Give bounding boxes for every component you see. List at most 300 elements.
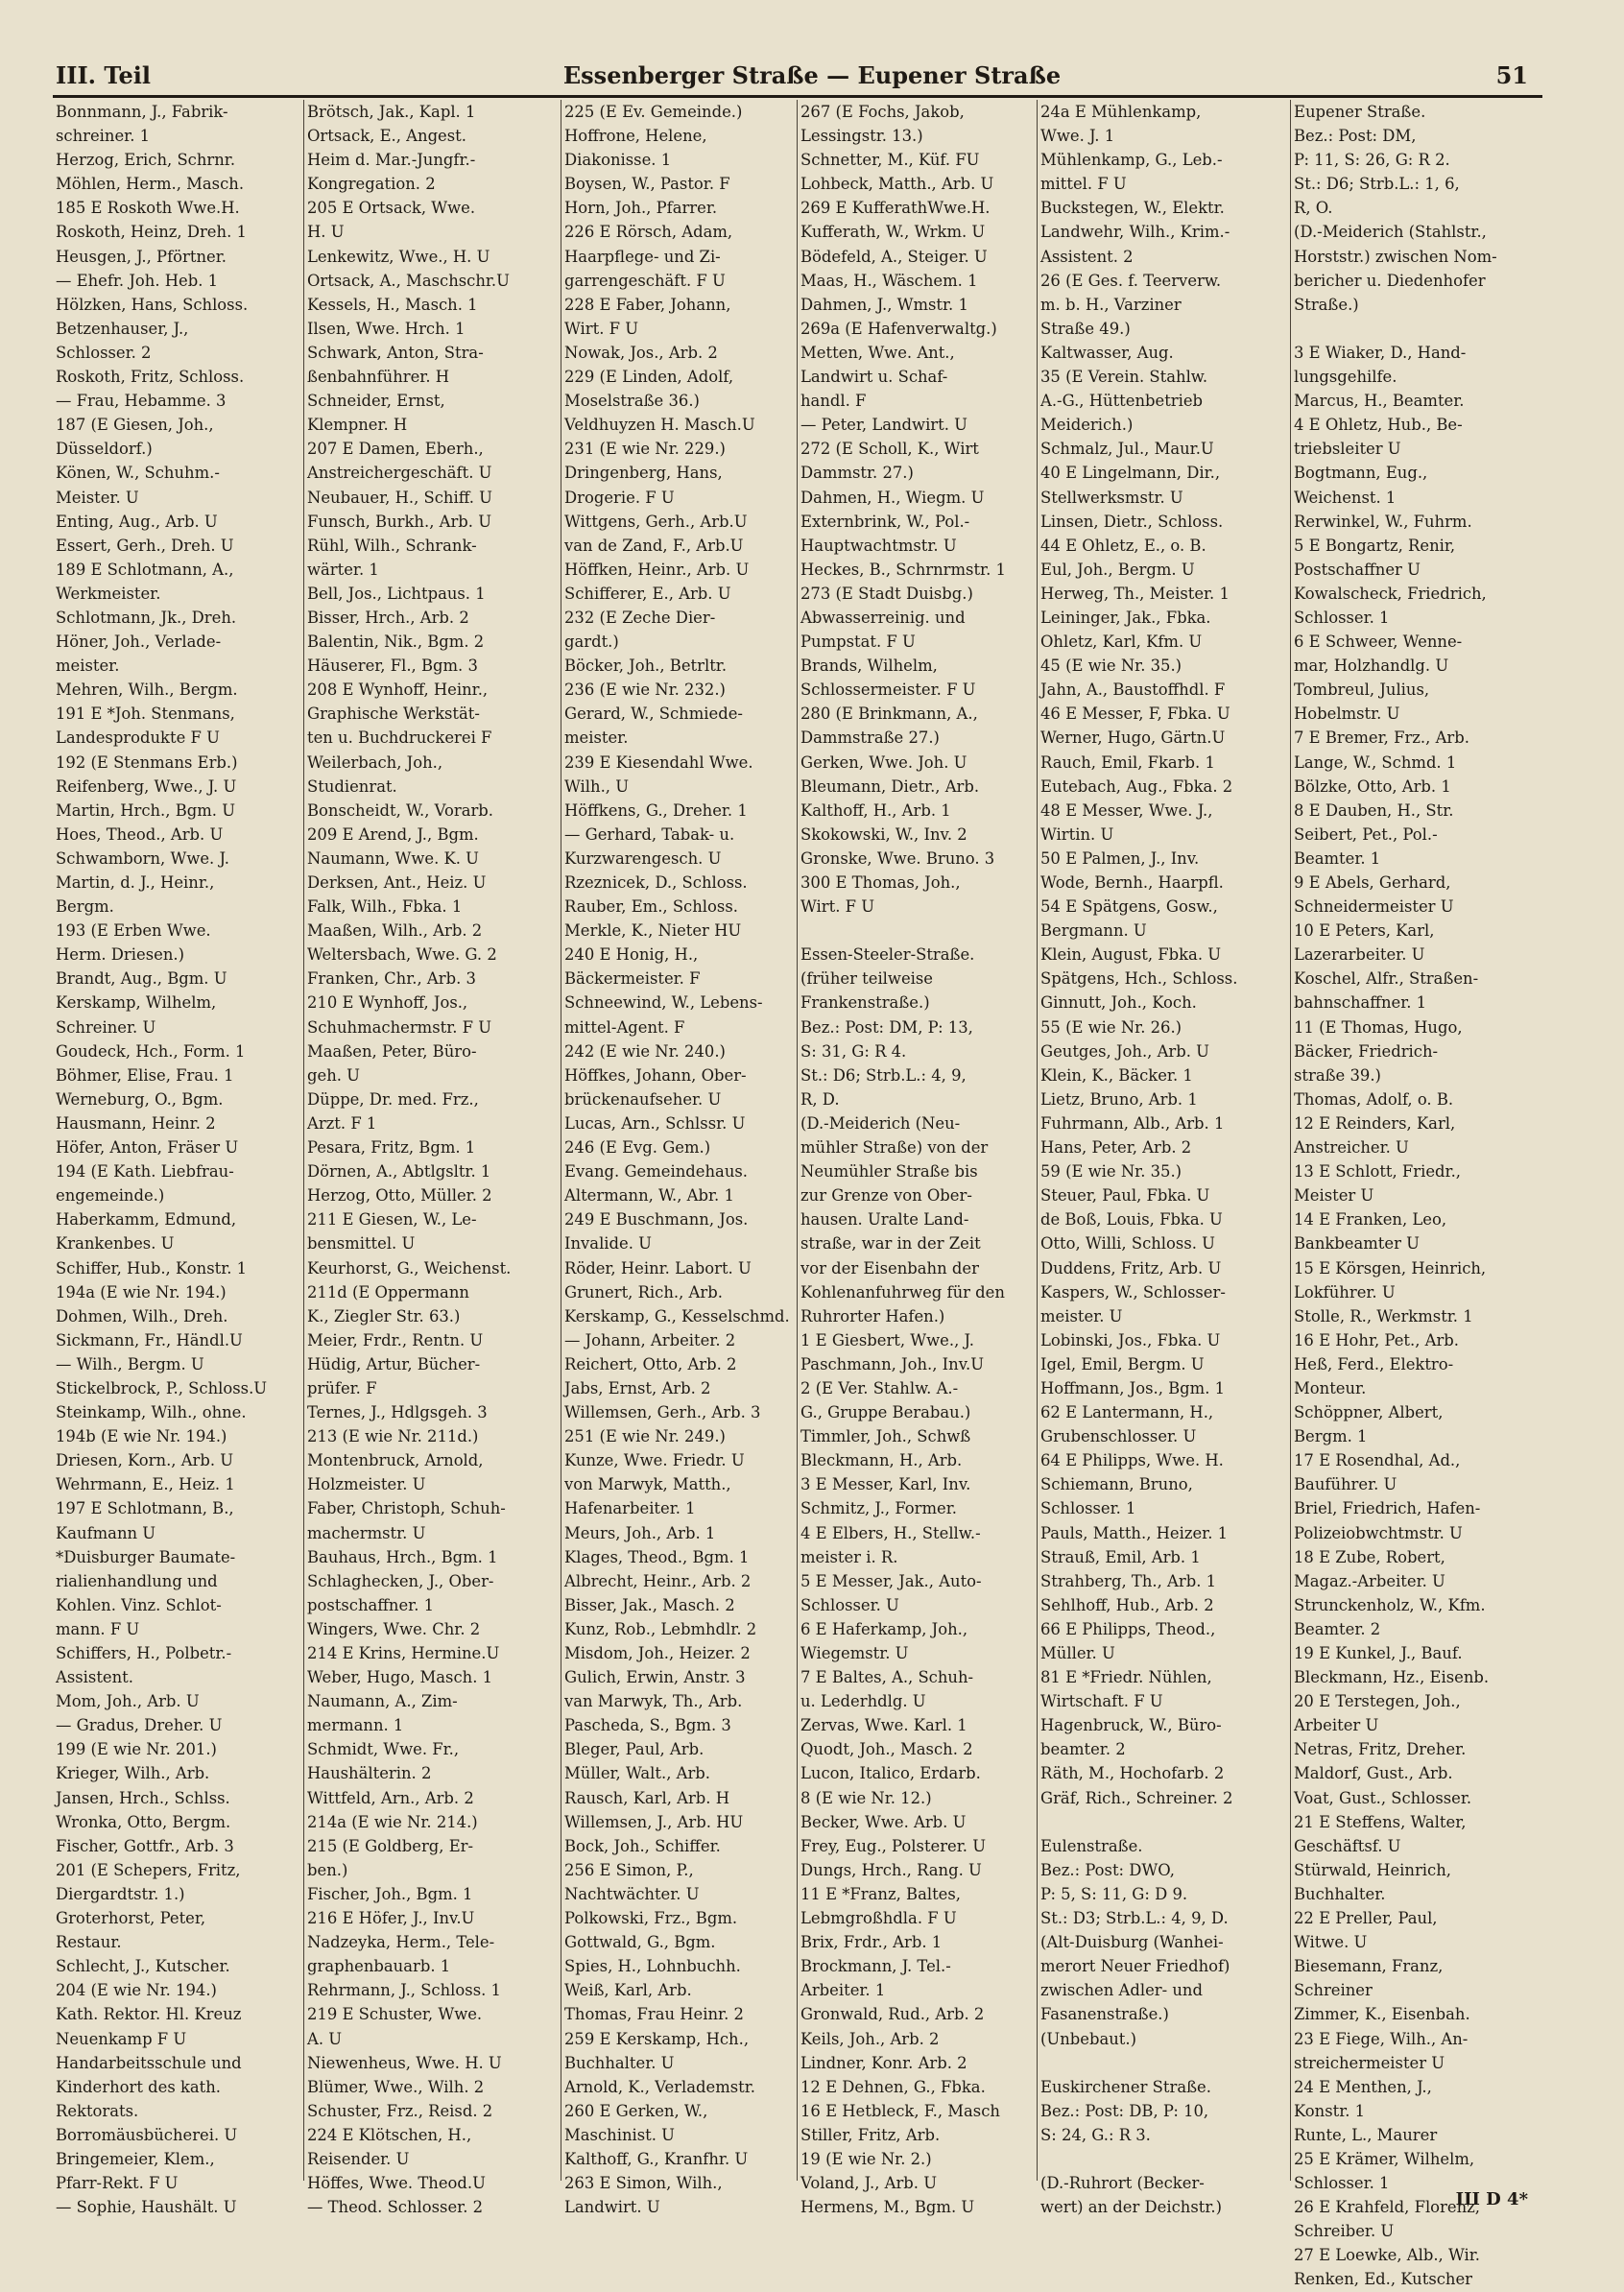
entry-line: Schwamborn, Wwe. J. [56,848,229,868]
entry-line: Landesprodukte F U [56,728,220,748]
entry-line: Kufferath, W., Wrkm. U [800,223,986,242]
entry-line: Merkle, K., Nieter HU [564,921,742,941]
entry-line: Hermens, M., Bgm. U [800,2198,975,2217]
entry-line: Wode, Bernh., Haarpfl. [1040,873,1224,892]
entry-line: Gottwald, G., Bgm. [564,1933,716,1952]
entry-line: 263 E Simon, Wilh., [564,2174,723,2193]
entry-line: 208 E Wynhoff, Heinr., [307,680,489,700]
entry-line: St.: D6; Strb.L.: 1, 6, [1294,175,1460,194]
entry-line: Biesemann, Franz, [1294,1957,1444,1976]
entry-line: Werneburg, O., Bgm. [56,1089,224,1109]
entry-line: 224 E Klötschen, H., [307,2125,472,2144]
entry-line: Geschäftsf. U [1294,1836,1401,1855]
entry-line: graphenbauarb. 1 [307,1957,451,1976]
entry-line: 226 E Rörsch, Adam, [564,223,733,242]
entry-line: Schiemann, Bruno, [1040,1475,1193,1494]
entry-line: Arbeiter U [1294,1716,1379,1735]
entry-line: Werkmeister. [56,584,161,603]
entry-line: Magaz.-Arbeiter. U [1294,1571,1445,1590]
entry-line: 214a (E wie Nr. 214.) [307,1812,478,1831]
entry-line: 66 E Philipps, Theod., [1040,1619,1216,1638]
entry-line: Gerken, Wwe. Joh. U [800,752,967,772]
entry-line: ben.) [307,1860,348,1879]
entry-line: Herzog, Erich, Schrnr. [56,151,236,170]
entry-line: Müller, Walt., Arb. [564,1764,711,1783]
entry-line: Niewenheus, Wwe. H. U [307,2053,502,2072]
entry-line: meister. U [1040,1306,1123,1325]
entry-line: Montenbruck, Arnold, [307,1451,484,1470]
entry-line: Jabs, Ernst, Arb. 2 [564,1378,711,1397]
entry-line: bericher u. Diedenhofer [1294,271,1486,290]
entry-line: meister. [56,657,120,676]
entry-line: wärter. 1 [307,560,379,579]
entry-line: 273 (E Stadt Duisbg.) [800,584,973,603]
entry-line: Rektorats. [56,2101,139,2120]
entry-line: Brandt, Aug., Bgm. U [56,969,227,989]
entry-line: Polizeiobwchtmstr. U [1294,1523,1463,1542]
entry-line: Balentin, Nik., Bgm. 2 [307,633,485,652]
entry-line: Neuenkamp F U [56,2029,187,2048]
entry-line: 205 E Ortsack, Wwe. [307,199,476,218]
entry-line: Hoffmann, Jos., Bgm. 1 [1040,1378,1226,1397]
entry-line: Kunz, Rob., Lebmhdlr. 2 [564,1619,757,1638]
entry-line: Abwasserreinig. und [800,608,966,627]
entry-line: Lietz, Bruno, Arb. 1 [1040,1089,1198,1109]
entry-line: triebsleiter U [1294,440,1401,459]
entry-line: 249 E Buschmann, Jos. [564,1210,749,1230]
entry-line: Wilh., U [564,776,630,796]
entry-line: Bleckmann, H., Arb. [800,1451,963,1470]
entry-line: Kessels, H., Masch. 1 [307,295,478,314]
column-1 [56,100,301,2217]
entry-line: Bleckmann, Hz., Eisenb. [1294,1668,1490,1687]
entry-line: 26 (E Ges. f. Teerverw. [1040,271,1222,290]
entry-line [1040,2147,1288,2171]
entry-line: mar, Holzhandlg. U [1294,657,1449,676]
entry-line: Moselstraße 36.) [564,392,700,411]
entry-line: Weber, Hugo, Masch. 1 [307,1668,493,1687]
entry-line: Weiß, Karl, Arb. [564,1981,692,2000]
entry-line: 9 E Abels, Gerhard, [1294,873,1451,892]
entry-line: Wiegemstr. U [800,1644,909,1662]
entry-line: Geutges, Joh., Arb. U [1040,1041,1209,1061]
entry-line: Meiderich.) [1040,416,1134,435]
entry-line: Duddens, Fritz, Arb. U [1040,1258,1222,1277]
entry-line: Lohbeck, Matth., Arb. U [800,175,994,194]
entry-line: Bäcker, Friedrich- [1294,1041,1439,1061]
entry-line: Kaspers, W., Schlosser- [1040,1282,1226,1301]
entry-line: 194b (E wie Nr. 194.) [56,1427,227,1446]
entry-line: Hagenbruck, W., Büro- [1040,1716,1222,1735]
entry-line: brückenaufseher. U [564,1089,722,1109]
entry-line: Düppe, Dr. med. Frz., [307,1089,479,1109]
entry-line: Böcker, Joh., Betrltr. [564,657,728,676]
entry-line: Marcus, H., Beamter. [1294,392,1465,411]
entry-line: m. b. H., Varziner [1040,295,1182,314]
entry-line: 260 E Gerken, W., [564,2101,708,2120]
entry-line: P: 5, S: 11, G: D 9. [1040,1884,1188,1903]
entry-line: Buckstegen, W., Elektr. [1040,199,1225,218]
entry-line: Tombreul, Julius, [1294,680,1430,700]
entry-line: A.-G., Hüttenbetrieb [1040,392,1204,411]
entry-line: Haushälterin. 2 [307,1764,432,1783]
entry-line: wert) an der Deichstr.) [1040,2198,1222,2217]
entry-line: Pauls, Matth., Heizer. 1 [1040,1523,1229,1542]
entry-line: Konstr. 1 [1294,2101,1366,2120]
entry-line: van de Zand, F., Arb.U [564,536,744,555]
entry-line: Betzenhauser, J., [56,319,189,338]
entry-line: Landwehr, Wilh., Krim.- [1040,223,1230,242]
entry-line: 11 E *Franz, Baltes, [800,1884,961,1903]
entry-line: Schreiner. U [56,1017,156,1037]
entry-line: Bisser, Hrch., Arb. 2 [307,608,469,627]
entry-line: — Sophie, Haushält. U [56,2198,237,2217]
entry-line: Mühlenkamp, G., Leb.- [1040,151,1223,170]
entry-line: Schreiber. U [1294,2222,1395,2241]
entry-line: Kalthoff, G., Kranfhr. U [564,2149,749,2168]
part-label: III. Teil [56,61,151,89]
entry-line: Schwark, Anton, Stra- [307,343,484,362]
entry-line: Kaufmann U [56,1523,156,1542]
entry-line: Haberkamm, Edmund, [56,1210,237,1230]
entry-line: gardt.) [564,633,619,652]
entry-line: Haarpflege- und Zi- [564,247,721,266]
entry-line: Rzeznicek, D., Schloss. [564,873,748,892]
entry-line: (Alt-Duisburg (Wanhei- [1040,1933,1224,1952]
entry-line: Timmler, Joh., Schwß [800,1427,971,1446]
entry-line: 197 E Schlotmann, B., [56,1499,234,1518]
entry-line: Paschmann, Joh., Inv.U [800,1354,985,1373]
entry-line: Bergmann. U [1040,921,1147,941]
entry-line: engemeinde.) [56,1186,165,1206]
entry-line: Landwirt. U [564,2198,660,2217]
entry-line: R, O. [1294,199,1333,218]
entry-line: hausen. Uralte Land- [800,1210,969,1230]
entry-line: Arzt. F 1 [307,1113,377,1133]
entry-line: Bauhaus, Hrch., Bgm. 1 [307,1547,498,1566]
entry-line: 18 E Zube, Robert, [1294,1547,1445,1566]
entry-line: Hobelmstr. U [1294,704,1400,724]
entry-line: Graphische Werkstät- [307,704,480,724]
entry-line [1040,1810,1288,1834]
entry-line: 214 E Krins, Hermine.U [307,1644,500,1662]
entry-line: Dammstr. 27.) [800,464,914,483]
entry-line: von Marwyk, Matth., [564,1475,731,1494]
entry-line: Ternes, J., Hdlgsgeh. 3 [307,1403,488,1422]
entry-line: Meister U [1294,1186,1374,1206]
entry-line: 231 (E wie Nr. 229.) [564,440,726,459]
entry-line: Franken, Chr., Arb. 3 [307,969,476,989]
entry-line: Krieger, Wilh., Arb. [56,1764,210,1783]
entry-line: Hölzken, Hans, Schloss. [56,295,249,314]
entry-line: zwischen Adler- und [1040,1981,1203,2000]
entry-line: 280 (E Brinkmann, A., [800,704,978,724]
entry-line: Schlosser. U [800,1595,899,1614]
entry-line: Wirt. F U [800,897,875,917]
entry-line: Brands, Wilhelm, [800,657,938,676]
entry-line: 5 E Bongartz, Renir, [1294,536,1456,555]
entry-line: Renken, Ed., Kutscher [1294,2270,1473,2289]
entry-line: Häuserer, Fl., Bgm. 3 [307,657,478,676]
entry-line: Bisser, Jak., Masch. 2 [564,1595,735,1614]
entry-line: 13 E Schlott, Friedr., [1294,1162,1462,1182]
entry-line: Ilsen, Wwe. Hrch. 1 [307,319,466,338]
entry-line: Wingers, Wwe. Chr. 2 [307,1619,481,1638]
entry-line: 4 E Ohletz, Hub., Be- [1294,416,1463,435]
entry-line: 193 (E Erben Wwe. [56,921,211,941]
entry-line: Düsseldorf.) [56,440,153,459]
entry-line: Ortsack, A., Maschschr.U [307,271,510,290]
entry-line: Dringenberg, Hans, [564,464,723,483]
entry-line: Grubenschlosser. U [1040,1427,1197,1446]
entry-line: St.: D3; Strb.L.: 4, 9, D. [1040,1909,1229,1928]
entry-line: 246 (E Evg. Gem.) [564,1138,711,1158]
entry-line: Bäckermeister. F [564,969,701,989]
entry-line: Anstreicher. U [1294,1138,1409,1158]
entry-line: 267 (E Fochs, Jakob, [800,103,965,121]
entry-line: Bergm. [56,897,114,917]
entry-line: Albrecht, Heinr., Arb. 2 [564,1571,752,1590]
entry-line: *Duisburger Baumate- [56,1547,236,1566]
entry-line: A. U [307,2029,343,2048]
entry-line: 62 E Lantermann, H., [1040,1403,1214,1422]
entry-line: 256 E Simon, P., [564,1860,694,1879]
entry-line: Hausmann, Heinr. 2 [56,1113,216,1133]
page-number: 51 [1495,61,1528,89]
entry-line: Schreiner [1294,1981,1373,2000]
entry-line: Ortsack, E., Angest. [307,127,466,146]
entry-line: 11 (E Thomas, Hugo, [1294,1017,1463,1037]
entry-line: Bauführer. U [1294,1475,1397,1494]
entry-line: 239 E Kiesendahl Wwe. [564,752,753,772]
entry-line: Neubauer, H., Schiff. U [307,488,492,507]
entry-line: Stickelbrock, P., Schloss.U [56,1378,268,1397]
entry-line [800,919,1035,943]
entry-line: 12 E Dehnen, G., Fbka. [800,2077,986,2096]
entry-line: Nachtwächter. U [564,1884,700,1903]
entry-line: ßenbahnführer. H [307,368,450,387]
entry-line: straße 39.) [1294,1065,1381,1085]
entry-line: 20 E Terstegen, Joh., [1294,1692,1461,1711]
entry-line: Studienrat. [307,776,397,796]
entry-line: (D.-Meiderich (Neu- [800,1113,961,1133]
entry-line: Frey, Eug., Polsterer. U [800,1836,987,1855]
entry-line: Maldorf, Gust., Arb. [1294,1764,1453,1783]
entry-line: Boysen, W., Pastor. F [564,175,730,194]
entry-line: 12 E Reinders, Karl, [1294,1113,1456,1133]
entry-line: Linsen, Dietr., Schloss. [1040,512,1224,531]
entry-line: Rühl, Wilh., Schrank- [307,536,477,555]
entry-line: 45 (E wie Nr. 35.) [1040,657,1182,676]
entry-line: Höner, Joh., Verlade- [56,633,222,652]
entry-line: 185 E Roskoth Wwe.H. [56,199,240,218]
entry-line: 236 (E wie Nr. 232.) [564,680,726,700]
entry-line: Frankenstraße.) [800,993,930,1013]
entry-line: 194a (E wie Nr. 194.) [56,1282,227,1301]
entry-line: 219 E Schuster, Wwe. [307,2005,483,2024]
entry-line: Jansen, Hrch., Schlss. [56,1788,230,1807]
entry-line: — Peter, Landwirt. U [800,416,967,435]
entry-line: Bankbeamter U [1294,1234,1420,1253]
entry-line: mann. F U [56,1619,140,1638]
entry-line: Essen-Steeler-Straße. [800,945,975,965]
entry-line: Bödefeld, A., Steiger. U [800,247,988,266]
entry-line: (D.-Ruhrort (Becker- [1040,2174,1205,2193]
entry-line: 187 (E Giesen, Joh., [56,416,214,435]
entry-line: 59 (E wie Nr. 35.) [1040,1162,1182,1182]
entry-line: 204 (E wie Nr. 194.) [56,1981,217,2000]
entry-line: 19 (E wie Nr. 2.) [800,2149,932,2168]
entry-line: Thomas, Frau Heinr. 2 [564,2005,744,2024]
entry-line: Driesen, Korn., Arb. U [56,1451,234,1470]
entry-line: Wittfeld, Arn., Arb. 2 [307,1788,474,1807]
entry-line: Pumpstat. F U [800,633,916,652]
entry-line: Wittgens, Gerh., Arb.U [564,512,748,531]
entry-line: Keils, Joh., Arb. 2 [800,2029,940,2048]
entry-line: handl. F [800,392,867,411]
entry-line: Netras, Fritz, Dreher. [1294,1740,1467,1759]
column-2 [307,100,559,2217]
entry-line: Höfer, Anton, Fräser U [56,1138,239,1158]
entry-line: 259 E Kerskamp, Hch., [564,2029,750,2048]
column-divider [303,100,304,2181]
entry-line: mittel-Agent. F [564,1017,685,1037]
entry-line: Maaßen, Peter, Büro- [307,1041,477,1061]
entry-line: Strunckenholz, W., Kfm. [1294,1595,1486,1614]
entry-line: Essert, Gerh., Dreh. U [56,536,234,555]
entry-line: Schmalz, Jul., Maur.U [1040,440,1214,459]
entry-line: Horststr.) zwischen Nom- [1294,247,1497,266]
entry-line: Voland, J., Arb. U [800,2174,938,2193]
entry-line: 7 E Baltes, A., Schuh- [800,1668,974,1687]
entry-line: Zervas, Wwe. Karl. 1 [800,1716,967,1735]
entry-line: Schneider, Ernst, [307,392,445,411]
entry-line: Gronske, Wwe. Bruno. 3 [800,848,995,868]
entry-line: Polkowski, Frz., Bgm. [564,1909,738,1928]
entry-line: St.: D6; Strb.L.: 4, 9, [800,1065,967,1085]
entry-line: Schmidt, Wwe. Fr., [307,1740,460,1759]
entry-line: lungsgehilfe. [1294,368,1397,387]
entry-line: 201 (E Schepers, Fritz, [56,1860,241,1879]
entry-line: Hafenarbeiter. 1 [564,1499,696,1518]
entry-line: Reisender. U [307,2149,410,2168]
entry-line: Groterhorst, Peter, [56,1909,206,1928]
entry-line: 44 E Ohletz, E., o. B. [1040,536,1206,555]
entry-line: Assistent. [56,1668,133,1687]
entry-line: Wirtin. U [1040,824,1114,844]
column-divider [1037,100,1038,2181]
entry-line: Bleger, Paul, Arb. [564,1740,705,1759]
entry-line: 15 E Körsgen, Heinrich, [1294,1258,1487,1277]
entry-line: Kohlen. Vinz. Schlot- [56,1595,222,1614]
entry-line: Straße.) [1294,295,1359,314]
entry-line: 64 E Philipps, Wwe. H. [1040,1451,1224,1470]
entry-line: Blümer, Wwe., Wilh. 2 [307,2077,485,2096]
entry-line: Skokowski, W., Inv. 2 [800,824,967,844]
entry-line: van Marwyk, Th., Arb. [564,1692,743,1711]
entry-line: Wehrmann, E., Heiz. 1 [56,1475,235,1494]
entry-line: 191 E *Joh. Stenmans, [56,704,235,724]
entry-line: Heim d. Mar.-Jungfr.- [307,151,476,170]
entry-line: Gronwald, Rud., Arb. 2 [800,2005,985,2024]
entry-line: 40 E Lingelmann, Dir., [1040,464,1221,483]
entry-line: Dammstraße 27.) [800,728,940,748]
entry-line: Herm. Driesen.) [56,945,184,965]
entry-line: Röder, Heinr. Labort. U [564,1258,752,1277]
entry-line: Koschel, Alfr., Straßen- [1294,969,1479,989]
entry-list [1040,100,1288,2219]
entry-line: Strahberg, Th., Arb. 1 [1040,1571,1217,1590]
entry-line: Bez.: Post: DB, P: 10, [1040,2101,1209,2120]
entry-line: Bock, Joh., Schiffer. [564,1836,721,1855]
entry-line: 81 E *Friedr. Nühlen, [1040,1668,1212,1687]
entry-line: 207 E Damen, Eberh., [307,440,484,459]
entry-line: Borromäusbücherei. U [56,2125,238,2144]
entry-line: Falk, Wilh., Fbka. 1 [307,897,463,917]
entry-line: Restaur. [56,1933,122,1952]
entry-line: Pascheda, S., Bgm. 3 [564,1716,731,1735]
column-5 [1040,100,1288,2217]
entry-line: postschaffner. 1 [307,1595,435,1614]
entry-line: Misdom, Joh., Heizer. 2 [564,1644,751,1662]
entry-line: (Unbebaut.) [1040,2029,1136,2048]
entry-line: Brix, Frdr., Arb. 1 [800,1933,943,1952]
entry-line: Klein, August, Fbka. U [1040,945,1222,965]
entry-line: Bell, Jos., Lichtpaus. 1 [307,584,486,603]
entry-line: 10 E Peters, Karl, [1294,921,1435,941]
entry-line: Heusgen, J., Pförtner. [56,247,227,266]
entry-line: Goudeck, Hch., Form. 1 [56,1041,246,1061]
entry-line: 25 E Krämer, Wilhelm, [1294,2149,1475,2168]
entry-line: Martin, Hrch., Bgm. U [56,800,236,820]
entry-line: Diakonisse. 1 [564,151,672,170]
entry-line: Fasanenstraße.) [1040,2005,1169,2024]
entry-line: 8 (E wie Nr. 12.) [800,1788,932,1807]
entry-line: prüfer. F [307,1378,377,1397]
entry-line: Lazerarbeiter. U [1294,945,1425,965]
entry-line: Böhmer, Elise, Frau. 1 [56,1065,234,1085]
entry-line: Schlossermeister. F U [800,680,976,700]
entry-line: Schlosser. 1 [1294,608,1390,627]
entry-line: Herweg, Th., Meister. 1 [1040,584,1230,603]
entry-line: Invalide. U [564,1234,652,1253]
entry-line: 1 E Giesbert, Wwe., J. [800,1330,975,1349]
entry-list [56,100,301,2219]
entry-line: Sehlhoff, Hub., Arb. 2 [1040,1595,1214,1614]
column-4 [800,100,1035,2217]
entry-line: machermstr. U [307,1523,426,1542]
entry-line: mermann. 1 [307,1716,404,1735]
entry-line: Fischer, Gottfr., Arb. 3 [56,1836,234,1855]
entry-line: Rausch, Karl, Arb. H [564,1788,730,1807]
entry-line: Herzog, Otto, Müller. 2 [307,1186,492,1206]
entry-line: Weilerbach, Joh., [307,752,443,772]
entry-line: Mom, Joh., Arb. U [56,1692,200,1711]
entry-line: Ruhrorter Hafen.) [800,1306,945,1325]
entry-line: Kerskamp, G., Kesselschmd. [564,1306,790,1325]
entry-line: Heckes, B., Schrnrmstr. 1 [800,560,1006,579]
entry-line: Wwe. J. 1 [1040,127,1115,146]
entry-line: 269a (E Hafenverwaltg.) [800,319,997,338]
entry-line: Beamter. 1 [1294,848,1381,868]
entry-line: Thomas, Adolf, o. B. [1294,1089,1454,1109]
entry-line: Altermann, W., Abr. 1 [564,1186,734,1206]
entry-line: Gerard, W., Schmiede- [564,704,743,724]
entry-line: geh. U [307,1065,360,1085]
entry-line: Schlaghecken, J., Ober- [307,1571,494,1590]
entry-line: Möhlen, Herm., Masch. [56,175,245,194]
entry-list [800,100,1035,2219]
